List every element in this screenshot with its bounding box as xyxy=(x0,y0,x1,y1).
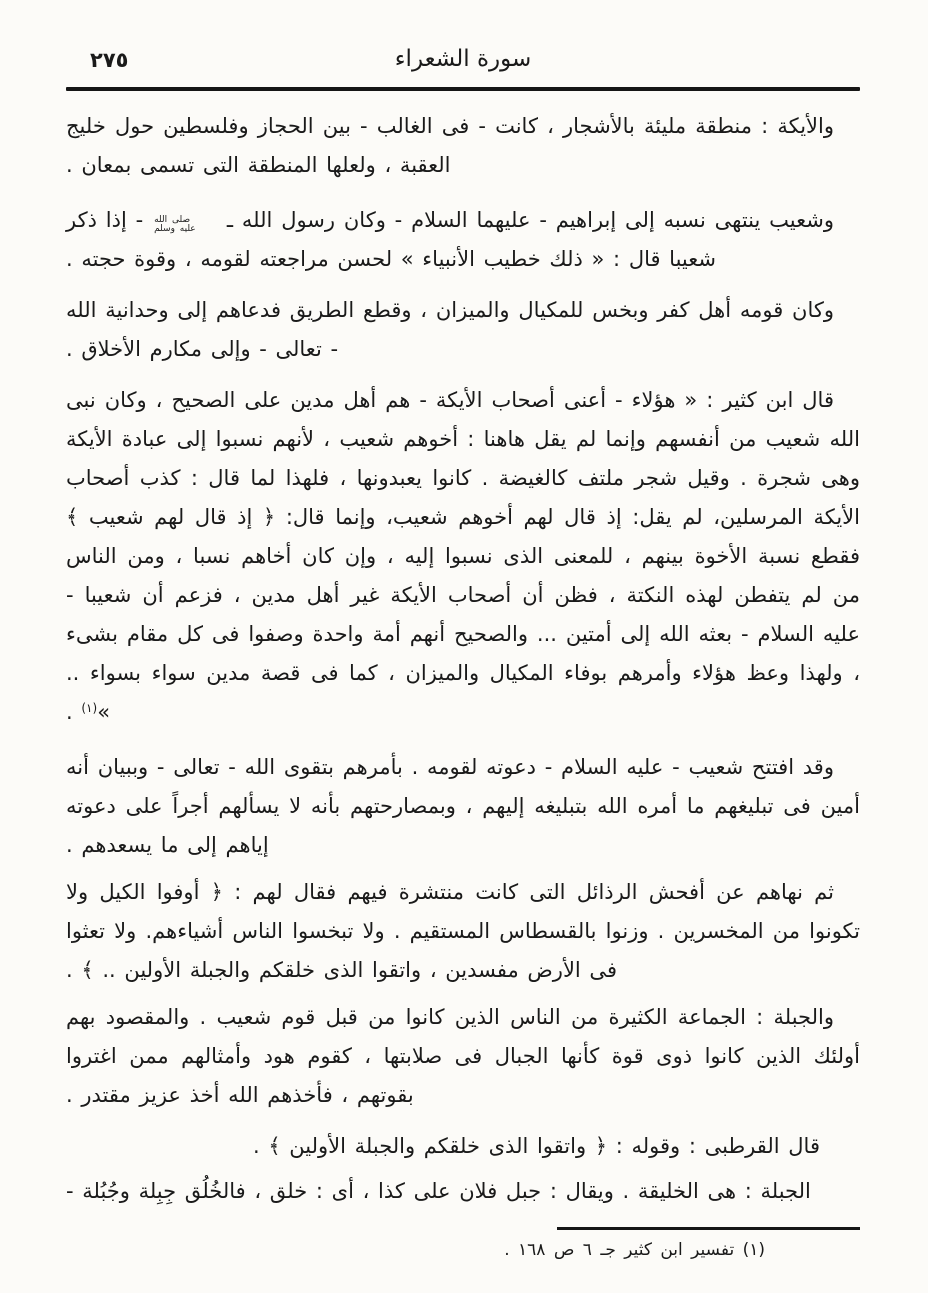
footnote-rule xyxy=(557,1227,860,1230)
ibn-kathir-quote-tail: . xyxy=(66,700,82,724)
page-body xyxy=(66,107,860,1211)
ibn-kathir-quote-text: قال ابن كثير : « هؤلاء - أعنى أصحاب الأيكة - هم أهل مدين على الصحيح ، وكان نبى الله شعيب من أنفسهم وإنما لم يقل هاهنا : أخوهم شعيب ، لأنهم نسبوا إلى عبادة الأيكة وهى شجرة . وقيل شجر ملتف كالغيضة . كانوا يعبدونها ، فلهذا لما قال : كذب أصحاب الأيكة المرسلين، لم يقل: إذ قال لهم أخوهم شعيب، وإنما قال: ﴿ إذ قال لهم شعيب ﴾ فقطع نسبة الأخوة بينهم ، للمعنى الذى نسبوا إليه ، وإن كان أخاهم نسبا ، ومن الناس من لم يتفطن لهذه النكتة ، فظن أن أصحاب الأيكة غير أهل مدين ، فزعم أن شعيبا - عليه السلام - بعثه الله إلى أمتين ... والصحيح أنهم أمة واحدة وصفوا فى كل مقام بشىء ، ولهذا وعظ هؤلاء وأمرهم بوفاء المكيال والميزان ، كما فى قصة مدين سواء بسواء .. » xyxy=(66,388,860,724)
paragraph-shuayb-lineage-text-1: وشعيب ينتهى نسبه إلى إبراهيم - عليهما السلام - وكان رسول الله ـ xyxy=(218,208,835,232)
page-number: ٢٧٥ xyxy=(90,48,129,72)
footnote-text: (١) تفسير ابن كثير جـ ٦ ص ١٦٨ . xyxy=(504,1240,765,1260)
page-header xyxy=(66,44,860,80)
paragraph-qurtubi-quote: قال القرطبى : وقوله : ﴿ واتقوا الذى خلقكم والجبلة الأولين ﴾ . xyxy=(252,1134,820,1158)
header-rule xyxy=(66,87,860,91)
paragraph-ibn-kathir-quote xyxy=(66,381,860,732)
footnote-marker: (١) xyxy=(81,701,98,715)
pbuh-ligature-bottom: عليه وسلم xyxy=(154,224,196,234)
paragraph-shuayb-lineage-text-2: - إذا ذكر شعيبا قال : « ذلك خطيب الأنبياء » لحسن مراجعته لقومه ، وقوة حجته . xyxy=(66,208,716,271)
paragraph-jibilla-definition: الجبلة : هى الخليقة . ويقال : جبل فلان على كذا ، أى : خلق ، فالخُلُق جِبِلة وجُبُلة - xyxy=(66,1179,811,1203)
pbuh-ligature xyxy=(154,216,216,235)
paragraph-his-people: وكان قومه أهل كفر وبخس للمكيال والميزان ، وقطع الطريق فدعاهم إلى وحدانية الله - تعالى - وإلى مكارم الأخلاق . xyxy=(66,298,834,361)
footnote-section xyxy=(66,1227,860,1260)
paragraph-al-jibilla-meaning: والجبلة : الجماعة الكثيرة من الناس الذين كانوا من قبل قوم شعيب . والمقصود بهم أولئك الذين كانوا ذوى قوة كأنها الجبال فى صلابتها ، كقوم هود وأمثالهم ممن اغتروا بقوتهم ، فأخذهم الله أخذ عزيز مقتدر . xyxy=(66,1005,860,1107)
page-title: سورة الشعراء xyxy=(394,46,532,72)
paragraph-al-ayka: والأيكة : منطقة مليئة بالأشجار ، كانت - فى الغالب - بين الحجاز وفلسطين حول خليج العقبة ، ولعلها المنطقة التى تسمى بمعان . xyxy=(66,114,834,177)
pbuh-ligature-top: صلى الله xyxy=(154,214,191,225)
paragraph-vices-verse: ثم نهاهم عن أفحش الرذائل التى كانت منتشرة فيهم فقال لهم : ﴿ أوفوا الكيل ولا تكونوا من المخسرين . وزنوا بالقسطاس المستقيم . ولا تبخسوا الناس أشياءهم. ولا تعثوا فى الأرض مفسدين ، واتقوا الذى خلقكم والجبلة الأولين .. ﴾ . xyxy=(66,880,860,982)
paragraph-dawa-opening: وقد افتتح شعيب - عليه السلام - دعوته لقومه . بأمرهم بتقوى الله - تعالى - وببيان أنه أمين فى تبليغهم ما أمره الله بتبليغه إليهم ، وبمصارحتهم بأنه لا يسألهم أجراً على دعوته إياهم إلى ما يسعدهم . xyxy=(66,755,860,857)
paragraph-shuayb-lineage xyxy=(66,201,860,279)
